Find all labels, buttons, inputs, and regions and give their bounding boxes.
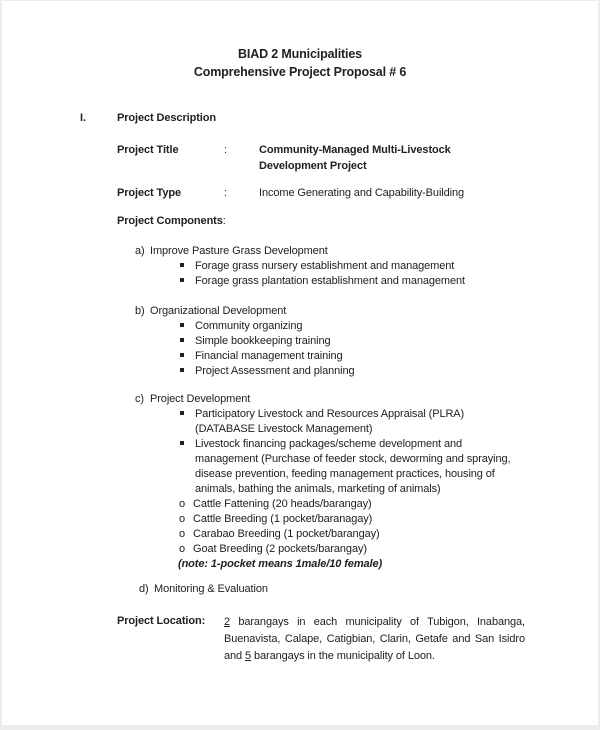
component-d-heading [139, 582, 598, 597]
header-title-line1: BIAD 2 Municipalities [238, 47, 362, 61]
bullet-square-icon [180, 334, 195, 349]
section-heading [2, 111, 598, 126]
bullet-square-icon [180, 407, 195, 437]
bullet-square-icon [180, 349, 195, 364]
project-type-separator: : [224, 187, 227, 199]
component-a-letter: a) [135, 245, 145, 257]
component-a-heading [135, 244, 598, 259]
component-b-heading [135, 304, 598, 319]
project-title-row [2, 142, 598, 174]
section-title: Project Description [117, 112, 216, 124]
project-title-separator: : [224, 144, 227, 156]
list-item [135, 259, 598, 274]
component-b-letter: b) [135, 305, 145, 317]
project-location-row [2, 614, 598, 665]
component-d-title: Monitoring & Evaluation [154, 583, 268, 595]
sub-list-item [135, 527, 598, 542]
circle-marker: o [179, 543, 186, 555]
document-header [2, 45, 598, 81]
bullet-text: Forage grass nursery establishment and management [195, 260, 455, 272]
barangay-count-2: 5 [245, 650, 252, 662]
project-type-value: Income Generating and Capability-Building [259, 187, 465, 199]
section-numeral: I. [80, 112, 86, 124]
barangay-count-1: 2 [224, 616, 231, 628]
sub-list-item [135, 497, 598, 512]
bullet-text: Participatory Livestock and Resources Appraisal (PLRA) (DATABASE Livestock Management) [195, 408, 465, 435]
list-item [135, 349, 598, 364]
component-a [2, 244, 598, 289]
project-location-label: Project Location: [117, 615, 206, 627]
project-components-heading [2, 214, 598, 229]
bullet-text: Financial management training [195, 350, 343, 362]
list-item [135, 364, 598, 379]
project-type-row [2, 186, 598, 201]
pocket-note: (note: 1-pocket means 1male/10 female) [178, 558, 383, 570]
component-c-title: Project Development [150, 393, 251, 405]
bullet-square-icon [180, 274, 195, 289]
project-location-text [224, 614, 525, 665]
sub-bullet-text: Carabao Breeding (1 pocket/barangay) [193, 528, 380, 540]
component-b-title: Organizational Development [150, 305, 287, 317]
bullet-text: Simple bookkeeping training [195, 335, 331, 347]
list-item [135, 437, 598, 497]
project-type-label: Project Type [117, 187, 182, 199]
sub-bullet-text: Cattle Breeding (1 pocket/baranagay) [193, 513, 373, 525]
project-title-value: Community-Managed Multi-Livestock Development Project [259, 144, 451, 172]
component-c-letter: c) [135, 393, 144, 405]
bullet-square-icon [180, 437, 195, 497]
project-components-label: Project Components [117, 215, 223, 227]
sub-bullet-text: Goat Breeding (2 pockets/barangay) [193, 543, 367, 555]
bullet-text: Project Assessment and planning [195, 365, 355, 377]
component-a-title: Improve Pasture Grass Development [150, 245, 328, 257]
project-components-colon: : [222, 215, 226, 227]
bullet-text: Community organizing [195, 320, 303, 332]
component-d-letter: d) [139, 583, 149, 595]
location-text-part1: barangays in each municipality of Tubigon, Inabanga, Buenavista, Calape, Catigbian, Clarin, Getafe and San Isidro and [224, 616, 525, 662]
bullet-square-icon [180, 364, 195, 379]
header-title-line2: Comprehensive Project Proposal # 6 [193, 65, 407, 79]
sub-list-item [135, 542, 598, 557]
list-item [135, 274, 598, 289]
bullet-square-icon [180, 259, 195, 274]
project-title-label: Project Title [117, 144, 179, 156]
list-item [135, 407, 598, 437]
list-item [135, 334, 598, 349]
bullet-text: Forage grass plantation establishment and management [195, 275, 465, 287]
bullet-text: Livestock financing packages/scheme development and management (Purchase of feeder stock, deworming and spraying, disease prevention, feeding management practices, housing of animals, bathing the animals, marketing of animals) [195, 438, 511, 495]
circle-marker: o [179, 528, 186, 540]
sub-list-item [135, 512, 598, 527]
bullet-square-icon [180, 319, 195, 334]
list-item [135, 319, 598, 334]
component-d [2, 582, 598, 597]
circle-marker: o [179, 498, 186, 510]
location-text-part2: barangays in the municipality of Loon. [251, 650, 435, 662]
component-c [2, 392, 598, 572]
component-c-heading [135, 392, 598, 407]
page-bottom-edge [2, 725, 598, 730]
sub-bullet-text: Cattle Fattening (20 heads/barangay) [193, 498, 372, 510]
circle-marker: o [179, 513, 186, 525]
component-b [2, 304, 598, 379]
